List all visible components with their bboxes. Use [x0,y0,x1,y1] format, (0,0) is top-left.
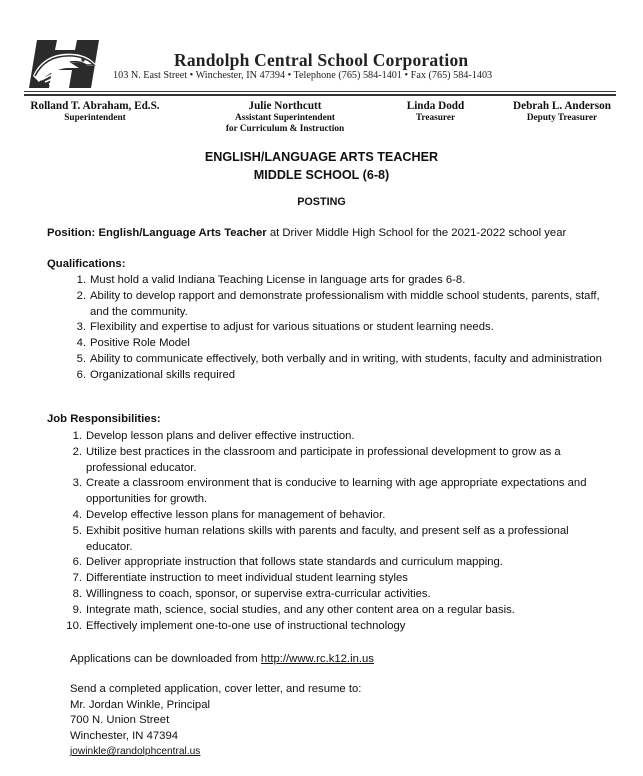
application-line [70,653,374,665]
organization-address: 103 N. East Street • Winchester, IN 47394 • Telephone (765) 584-1401 • Fax (765) 584-1403 [113,70,493,81]
position-title: English/Language Arts Teacher [98,227,267,239]
position-details: at Driver Middle High School for the 2021-2022 school year [269,227,567,239]
official-name: Rolland T. Abraham, Ed.S. [30,100,160,112]
list-item: 9. Integrate math, science, social studies, and any other content area on a regular basis. [72,603,515,616]
eagle-h-logo-icon [27,36,107,92]
application-link[interactable]: http://www.rc.k12.in.us [260,653,374,665]
application-text: Applications can be downloaded from [70,653,258,665]
job-level: MIDDLE SCHOOL (6-8) [253,168,390,182]
list-item: 1. Develop lesson plans and deliver effective instruction. [72,430,355,442]
list-item: 3. Flexibility and expertise to adjust for various situations or student learning needs. [76,321,494,334]
official-title: Treasurer [415,112,456,123]
list-item: 8. Willingness to coach, sponsor, or supervise extra-curricular activities. [72,587,431,600]
list-item: 10. Effectively implement one-to-one use of instructional technology [66,619,406,632]
posting-label: POSTING [297,196,346,208]
list-item: 6. Organizational skills required [76,368,236,381]
list-item: 4. Develop effective lesson plans for management of behavior. [72,508,386,521]
list-item: 4. Positive Role Model [76,337,190,350]
official-superintendent [20,101,170,124]
contact-intro: Send a completed application, cover letter, and resume to: [70,683,362,695]
contact-block [70,682,361,760]
official-title: Assistant Superintendent [235,112,335,123]
list-item: 6. Deliver appropriate instruction that follows state standards and curriculum mapping. [72,556,503,569]
qualifications-list [47,273,607,384]
list-item: 5. Ability to communicate effectively, both verbally and in writing, with students, faculty and administration [76,352,602,365]
official-treasurer [388,101,483,124]
position-label: Position: [47,227,96,239]
official-title: Superintendent [64,112,126,123]
list-item: 2. Utilize best practices in the classroom and participate in professional development to grow as a professional educator. [72,445,561,474]
list-item: 3. Create a classroom environment that is conducive to learning with age appropriate expectations and opportunities for growth. [72,477,587,506]
contact-city: Winchester, IN 47394 [70,729,179,742]
responsibilities-list [43,429,603,634]
official-assistant-superintendent [200,101,370,136]
official-name: Julie Northcutt [248,100,322,112]
list-item: 1. Must hold a valid Indiana Teaching License in language arts for grades 6-8. [76,274,466,286]
list-item: 7. Differentiate instruction to meet individual student learning styles [72,572,408,585]
official-deputy-treasurer [497,101,627,124]
letterhead-divider [24,91,616,92]
position-line [47,227,566,239]
job-title: ENGLISH/LANGUAGE ARTS TEACHER [204,150,439,164]
responsibilities-heading: Job Responsibilities: [47,413,161,425]
contact-street: 700 N. Union Street [70,714,170,727]
official-name: Debrah L. Anderson [513,100,611,112]
list-item: 5. Exhibit positive human relations skills with parents and faculty, and present self as a professional educator. [72,524,569,553]
contact-email-link[interactable]: jowinkle@randolphcentral.us [70,746,201,758]
official-name: Linda Dodd [406,100,465,112]
official-title-line2: for Curriculum & Instruction [225,124,345,134]
organization-name: Randolph Central School Corporation [174,50,469,70]
list-item: 2. Ability to develop rapport and demonstrate professionalism with middle school students, parents, staff, and the community. [76,289,600,318]
contact-name: Mr. Jordan Winkle, Principal [70,698,211,711]
letterhead-divider-thick [24,94,616,96]
qualifications-heading: Qualifications: [47,258,126,270]
official-title: Deputy Treasurer [526,112,598,123]
